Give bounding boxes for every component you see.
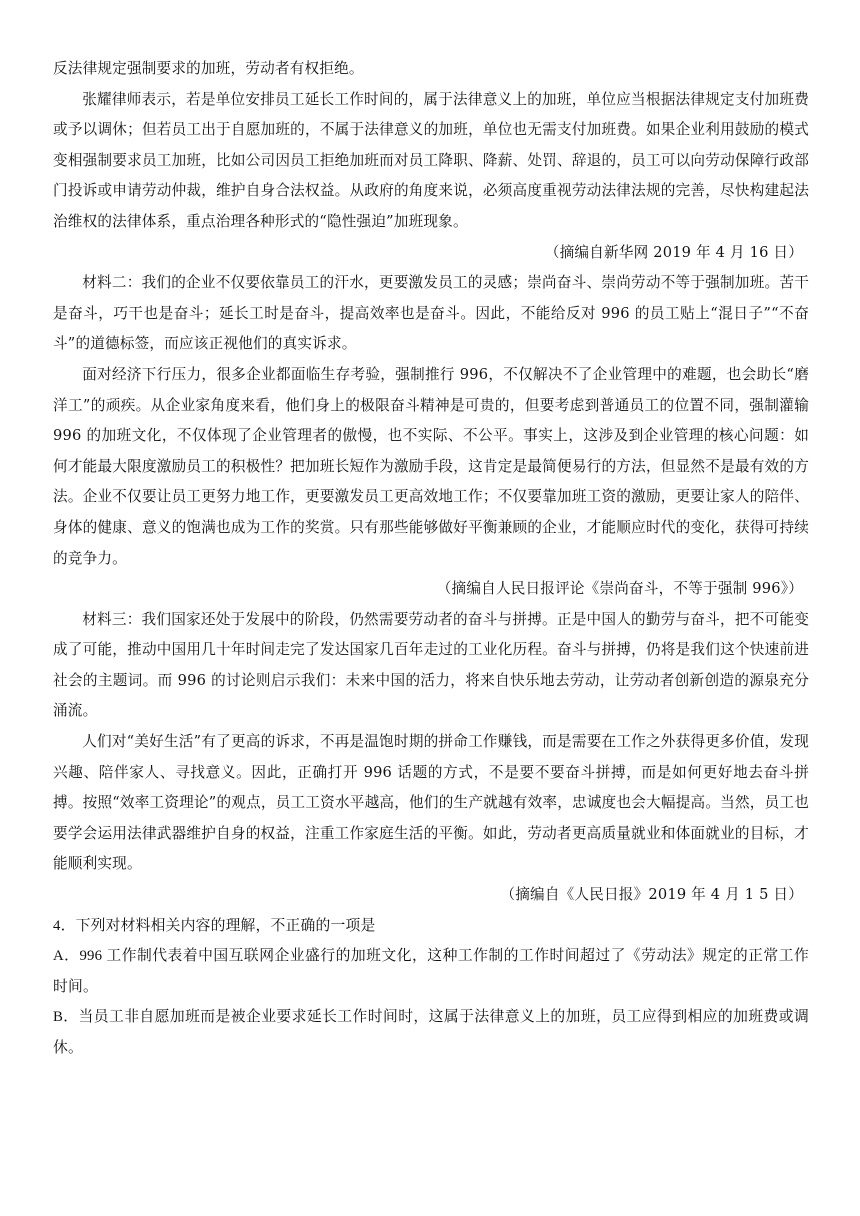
paragraph-economic-pressure: 面对经济下行压力，很多企业都面临生存考验，强制推行 996，不仅解决不了企业管理中的难题，也会助长“磨洋工”的顽疾。从企业家角度来看，他们身上的极限奋斗精神是可贵的，但要考虑到普通员工的位置不同，强制灌输 996 的加班文化，不仅体现了企业管理者的傲慢，也不实际、不公平。事实上，这涉及到企业管理的核心问题：如何才能最大限度激励员工的积极性？把加班长短作为激励手段，这肯定是最简便易行的方法，但显然不是最有效的方法。企业不仅要让员工更努力地工作，更要激发员工更高效地工作；不仅要靠加班工资的激励，更要让家人的陪伴、身体的健康、意义的饱满也成为工作的奖赏。只有那些能够做好平衡兼顾的企业，才能顺应时代的变化，获得可持续的竞争力。	[53, 365, 809, 567]
question-option-b: B．当员工非自愿加班而是被企业要求延长工作时间时，这属于法律意义上的加班，员工应得到相应的加班费或调休。	[53, 1009, 809, 1056]
paragraph-lawyer-statement: 张耀律师表示，若是单位安排员工延长工作时间的，属于法律意义上的加班，单位应当根据法律规定支付加班费或予以调休；但若员工出于自愿加班的，不属于法律意义的加班，单位也无需支付加班费。如果企业利用鼓励的模式变相强制要求员工加班，比如公司因员工拒绝加班而对员工降职、降薪、处罚、辞退的，员工可以向劳动保障行政部门投诉或申请劳动仲裁，维护自身合法权益。从政府的角度来说，必须高度重视劳动法律法规的完善，尽快构建起法治维权的法律体系，重点治理各种形式的“隐性强迫”加班现象。	[53, 90, 809, 230]
source-citation-peoples-daily: （摘编自《人民日报》2019 年 4 月 1 5 日）	[500, 886, 803, 904]
document-page	[53, 54, 809, 1064]
source-citation-xinhua: （摘编自新华网 2019 年 4 月 16 日）	[544, 243, 803, 261]
paragraph-better-life: 人们对“美好生活”有了更高的诉求，不再是温饱时期的拼命工作赚钱，而是需要在工作之外获得更多价值，发现兴趣、陪伴家人、寻找意义。因此，正确打开 996 话题的方式，不是要不要奋斗拼搏，而是如何更好地去奋斗拼搏。按照“效率工资理论”的观点，员工工资水平越高，他们的生产就越有效率，忠诚度也会大幅提高。当然，员工也要学会运用法律武器维护自身的权益，注重工作家庭生活的平衡。如此，劳动者更高质量就业和体面就业的目标，才能顺利实现。	[53, 733, 809, 873]
source-citation-peoples-daily-commentary: （摘编自人民日报评论《崇尚奋斗，不等于强制 996》）	[436, 580, 803, 598]
paragraph-continuation: 反法律规定强制要求的加班，劳动者有权拒绝。	[53, 60, 364, 77]
paragraph-material-two: 材料二：我们的企业不仅要依靠员工的汗水，更要激发员工的灵感；崇尚奋斗、崇尚劳动不等于强制加班。苦干是奋斗，巧干也是奋斗；延长工时是奋斗，提高效率也是奋斗。因此，不能给反对 996 的员工贴上“混日子”“不奋斗”的道德标签，而应该正视他们的真实诉求。	[53, 274, 809, 353]
paragraph-material-three: 材料三：我们国家还处于发展中的阶段，仍然需要劳动者的奋斗与拼搏。正是中国人的勤劳与奋斗，把不可能变成了可能，推动中国用几十年时间走完了发达国家几百年走过的工业化历程。奋斗与拼搏，仍将是我们这个快速前进社会的主题词。而 996 的讨论则启示我们：未来中国的活力，将来自快乐地去劳动，让劳动者创新创造的源泉充分涌流。	[53, 610, 809, 720]
question-option-a: A．996 工作制代表着中国互联网企业盛行的加班文化，这种工作制的工作时间超过了《劳动法》规定的正常工作时间。	[53, 948, 809, 995]
question-stem: 4．下列对材料相关内容的理解，不正确的一项是	[53, 917, 376, 934]
